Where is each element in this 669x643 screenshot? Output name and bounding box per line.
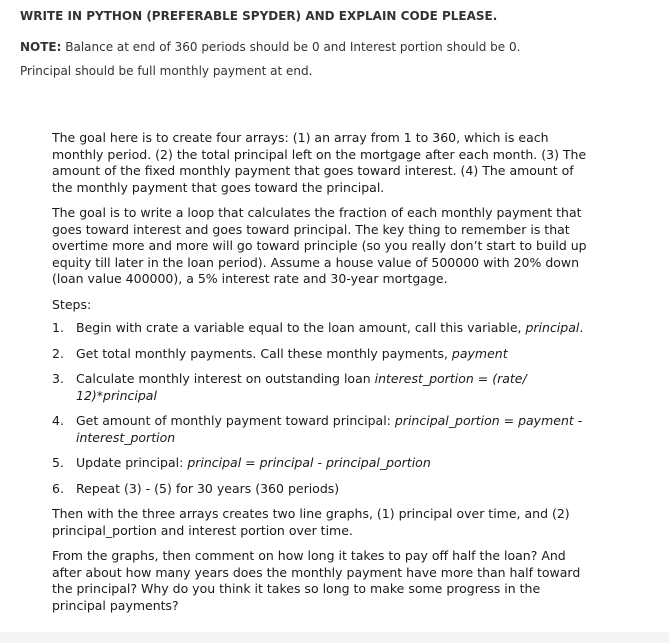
step-tail: . bbox=[579, 320, 584, 335]
step-item bbox=[52, 413, 597, 446]
note-text: Balance at end of 360 periods should be 0 and Interest portion should be 0. bbox=[61, 40, 521, 54]
steps-label: Steps: bbox=[52, 296, 92, 312]
step-number: 2. bbox=[52, 345, 64, 361]
step-variable: payment bbox=[451, 345, 508, 361]
step-text: Begin with crate a variable equal to the loan amount, call this variable, bbox=[76, 320, 526, 335]
final-paragraph: From the graphs, then comment on how long it takes to pay off half the loan? And after about how many years does the monthly payment have more than half toward the principal? Why do you think it takes so long to make some progress in the principal payments? bbox=[52, 548, 581, 613]
question-header bbox=[20, 8, 660, 80]
step-text: Repeat (3) - (5) for 30 years (360 periods) bbox=[76, 480, 340, 496]
step-number: 5. bbox=[52, 455, 64, 470]
graphs-paragraph: Then with the three arrays creates two line graphs, (1) principal over time, and (2) principal_portion and interest portion over time. bbox=[52, 506, 570, 538]
step-item bbox=[52, 320, 597, 337]
bottom-divider bbox=[0, 632, 669, 643]
step-variable: principal_portion = payment - interest_portion bbox=[76, 413, 583, 445]
step-number: 1. bbox=[52, 320, 64, 335]
intro-paragraph: The goal here is to create four arrays: (1) an array from 1 to 360, which is each monthly period. (2) the total principal left on the mortgage after each month. (3) The amount of the fixed monthly payment that goes toward interest. (4) The amount of the monthly payment that goes toward the principal. bbox=[52, 130, 587, 195]
step-item bbox=[52, 481, 597, 498]
step-item bbox=[52, 346, 597, 363]
step-variable: principal bbox=[525, 320, 580, 335]
step-text: Calculate monthly interest on outstanding loan bbox=[76, 371, 375, 386]
step-item bbox=[52, 455, 597, 472]
assignment-body bbox=[52, 130, 597, 614]
step-variable: interest_portion = (rate/ 12)*principal bbox=[76, 371, 527, 403]
steps-list bbox=[52, 320, 597, 497]
note-label: NOTE: bbox=[20, 40, 62, 54]
step-number: 4. bbox=[52, 413, 64, 428]
question-title: WRITE IN PYTHON (PREFERABLE SPYDER) AND EXPLAIN CODE PLEASE. bbox=[20, 9, 498, 23]
step-text: Update principal: bbox=[76, 455, 188, 470]
step-number: 3. bbox=[52, 371, 64, 386]
note-line bbox=[20, 39, 660, 56]
step-item bbox=[52, 371, 597, 404]
step-text: Get total monthly payments. Call these monthly payments, bbox=[76, 345, 452, 361]
step-text: Get amount of monthly payment toward principal: bbox=[76, 413, 395, 428]
step-number: 6. bbox=[52, 480, 64, 496]
step-variable: principal = principal - principal_portion bbox=[187, 455, 431, 470]
loop-paragraph: The goal is to write a loop that calculates the fraction of each monthly payment that goes toward interest and goes toward principal. The key thing to remember is that overtime more and more will go toward principle (so you really don’t start to build up equity till later in the loan period). Assume a house value of 500000 with 20% down (loan value 400000), a 5% interest rate and 30-year mortgage. bbox=[52, 205, 587, 286]
principal-note: Principal should be full monthly payment at end. bbox=[20, 64, 313, 78]
